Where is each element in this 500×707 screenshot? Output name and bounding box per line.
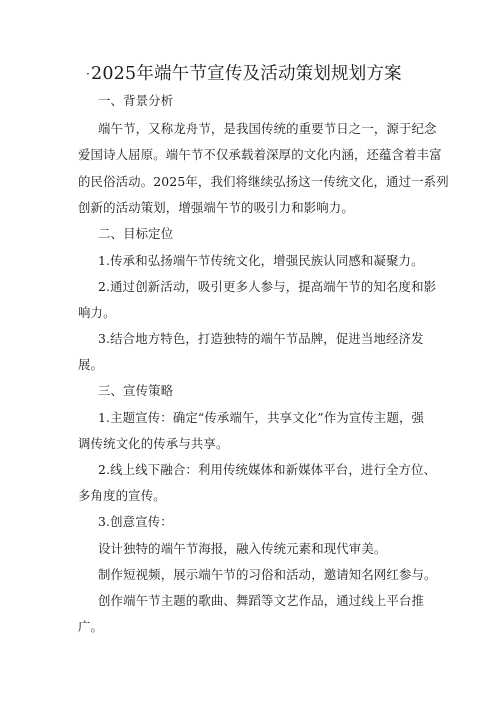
paragraph-line: 的民俗活动。2025年，我们将继续弘扬这一传统文化，通过一系列 bbox=[78, 174, 449, 189]
section-heading-background: 一、背景分析 bbox=[98, 93, 174, 108]
document-title-text: 2025年端午节宣传及活动策划规划方案 bbox=[91, 64, 402, 84]
paragraph-line: 爱国诗人屈原。端午节不仅承载着深厚的文化内涵，还蕴含着丰富 bbox=[78, 147, 442, 162]
paragraph-line: 设计独特的端午节海报，融入传统元素和现代审美。 bbox=[98, 541, 387, 556]
section-heading-goals: 二、目标定位 bbox=[98, 226, 174, 241]
title-bullet-dot: · bbox=[86, 67, 91, 81]
paragraph-line: 创新的活动策划，增强端午节的吸引力和影响力。 bbox=[78, 200, 354, 215]
list-item-line: 调传统文化的传承与共享。 bbox=[78, 436, 229, 451]
paragraph-line: 广。 bbox=[78, 619, 104, 634]
list-item-line: 3.结合地方特色，打造独特的端午节品牌，促进当地经济发 bbox=[98, 331, 424, 346]
paragraph-line: 制作短视频，展示端午节的习俗和活动，邀请知名网红参与。 bbox=[98, 567, 437, 582]
list-item-line: 响力。 bbox=[78, 305, 116, 320]
paragraph-line: 端午节，又称龙舟节，是我国传统的重要节日之一，源于纪念 bbox=[98, 121, 437, 136]
list-item-line: 2.线上线下融合：利用传统媒体和新媒体平台，进行全方位、 bbox=[98, 462, 437, 477]
document-title bbox=[86, 62, 446, 86]
list-item-line: 多角度的宣传。 bbox=[78, 488, 166, 503]
list-item-line: 展。 bbox=[78, 357, 104, 372]
section-heading-strategy: 三、宣传策略 bbox=[98, 383, 174, 398]
list-item-line: 1.传承和弘扬端午节传统文化，增强民族认同感和凝聚力。 bbox=[98, 253, 424, 268]
list-item-line: 2.通过创新活动，吸引更多人参与，提高端午节的知名度和影 bbox=[98, 279, 437, 294]
list-item-line: 1.主题宣传：确定“传承端午，共享文化”作为宣传主题，强 bbox=[98, 410, 425, 425]
paragraph-line: 创作端午节主题的歌曲、舞蹈等文艺作品，通过线上平台推 bbox=[98, 593, 425, 608]
list-item-line: 3.创意宣传： bbox=[98, 514, 173, 529]
